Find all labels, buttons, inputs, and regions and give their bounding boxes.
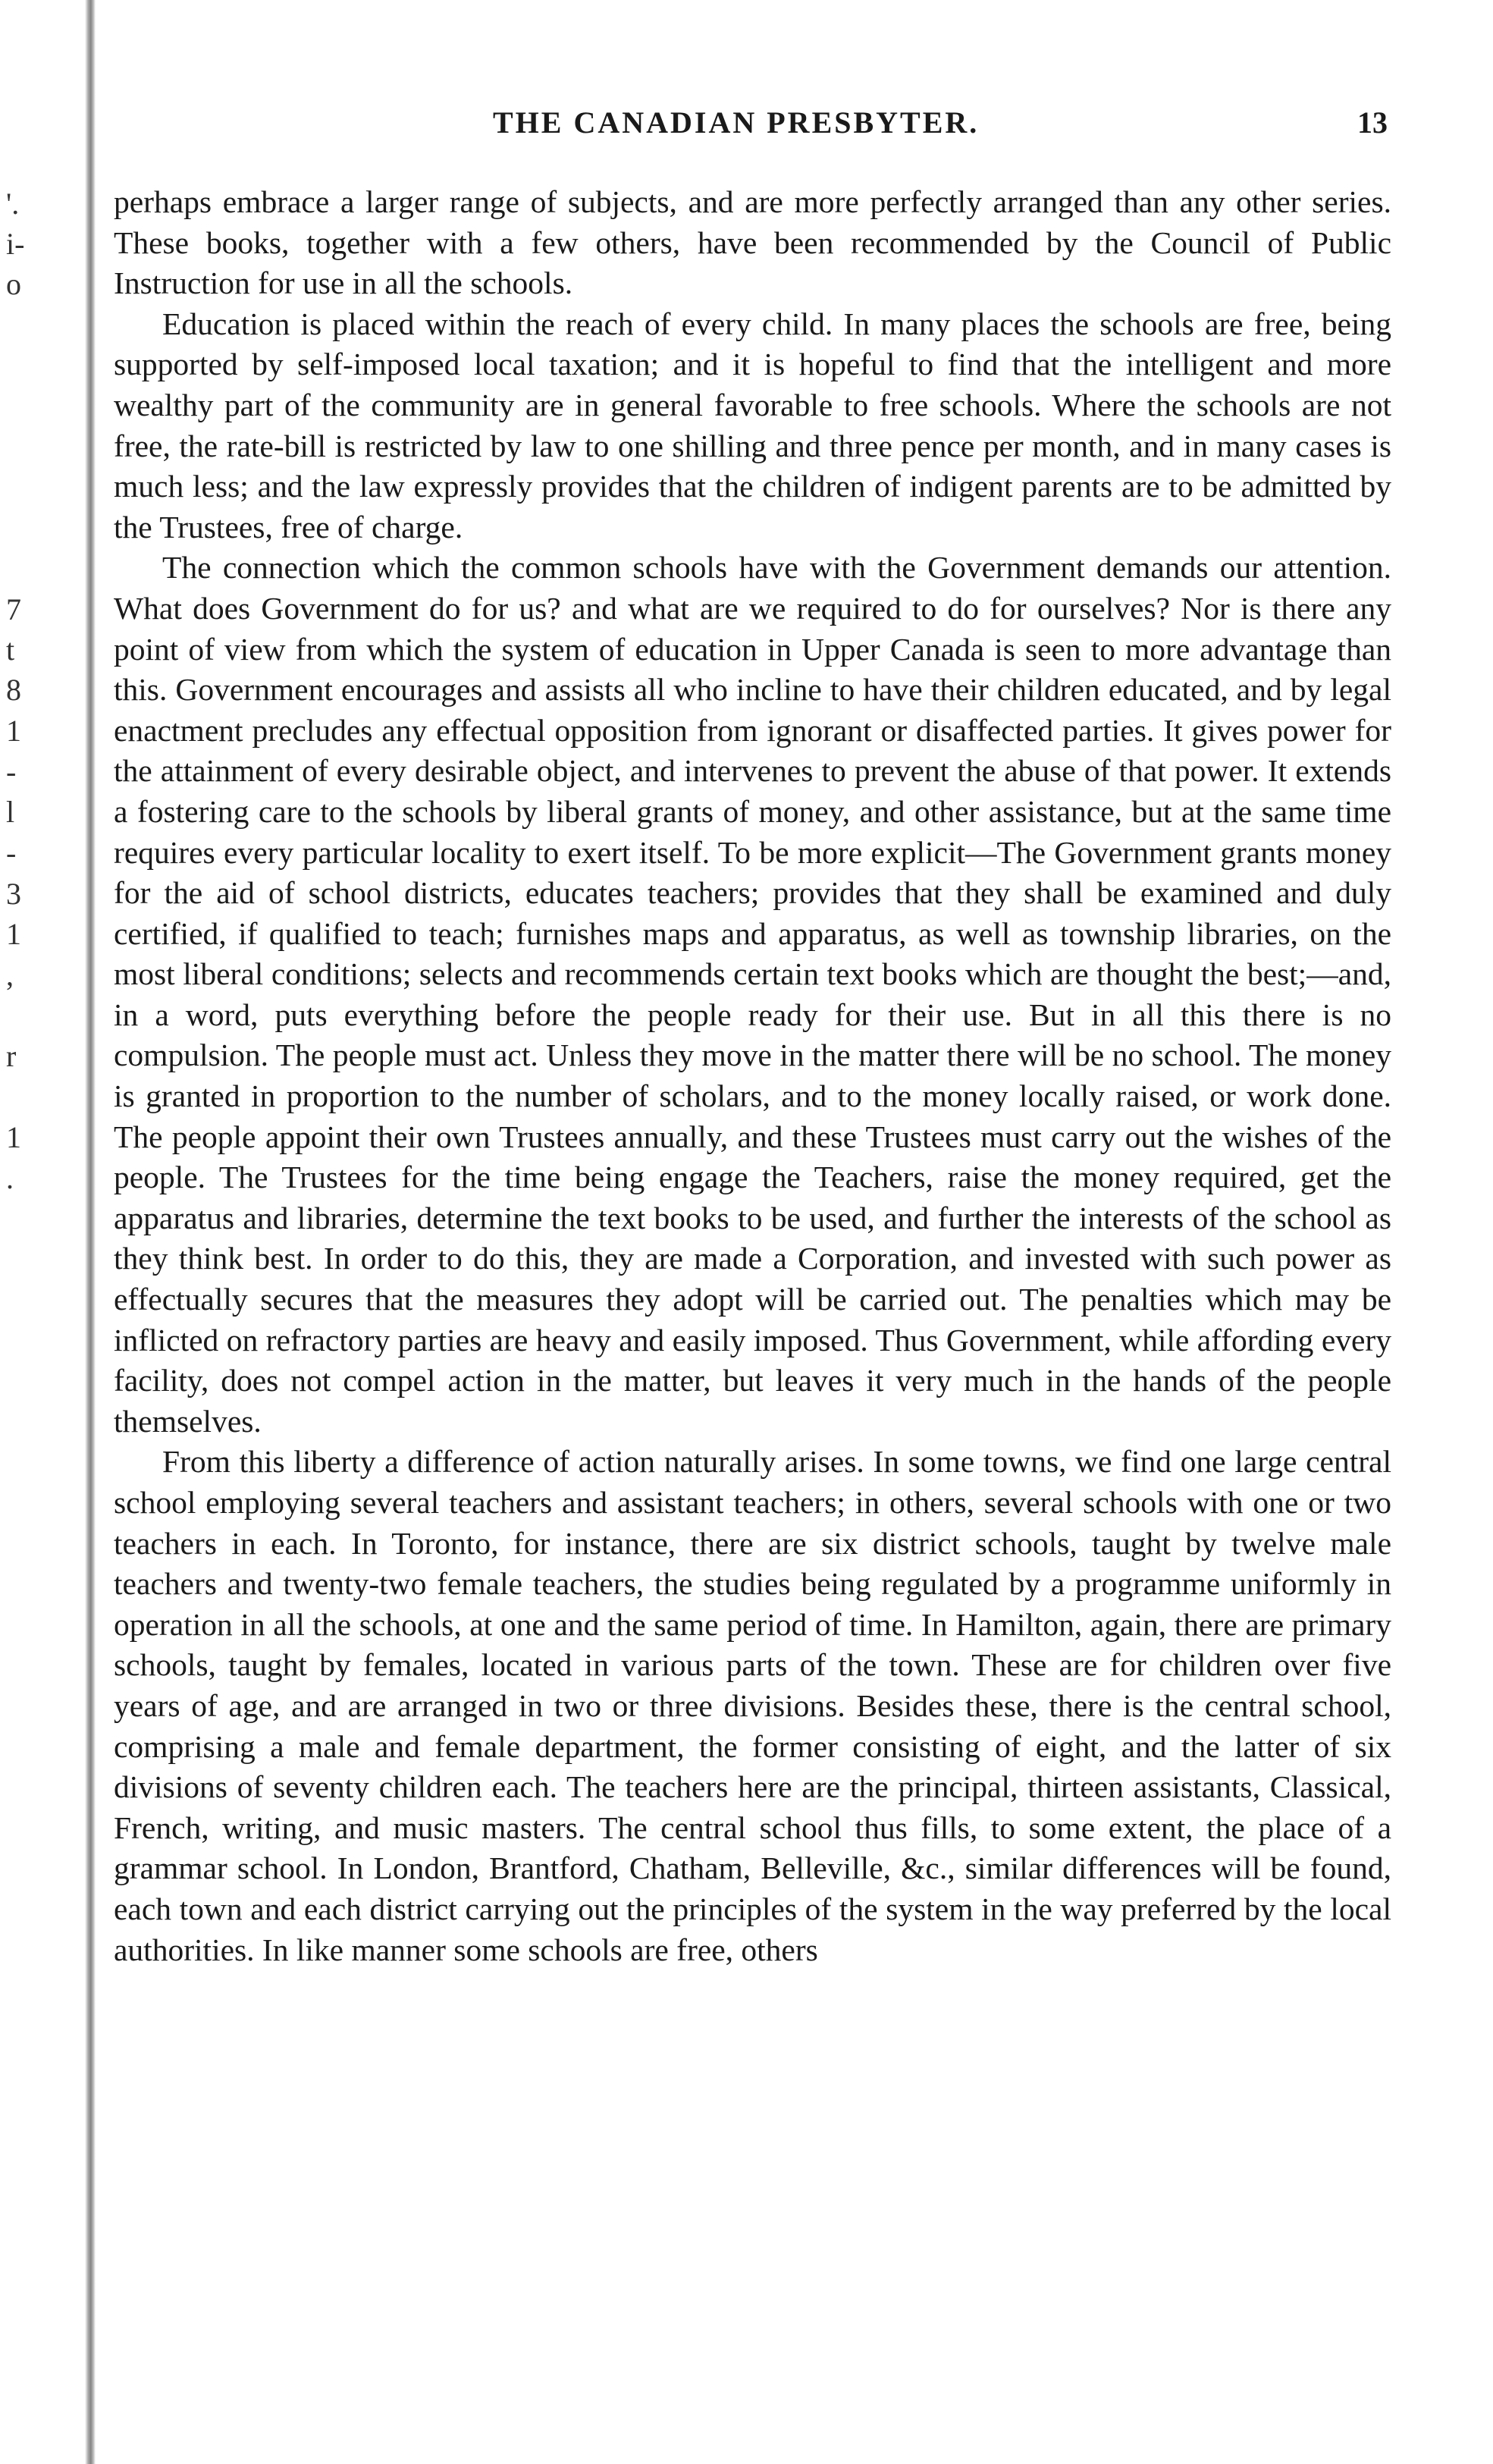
paragraph: The connection which the common schools have with the Government demands our attention. What does Government do for us? and what are we required to do for ourselves? Nor is there any point of view from which the system of education in Upper Canada is seen to more advantage than this. Government encourages and assists all who incline to have their children educated, and by legal enactment precludes any effectual opposition from ignorant or disaffected parties. It gives power for the attainment of every desirable object, and intervenes to prevent the abuse of that power. It extends a fostering care to the schools by liberal grants of money, and other assistance, but at the same time requires every particular locality to exert itself. To be more explicit—The Government grants money for the aid of school districts, educates teachers; provides that they shall be examined and duly certified, if qualified to teach; furnishes maps and apparatus, as well as township libraries, on the most liberal conditions; selects and recommends certain text books which are thought the best;—and, in a word, puts everything before the people ready for their use. But in all this there is no compulsion. The people must act. Unless they move in the matter there will be no school. The money is granted in proportion to the number of scholars, and to the money locally raised, or work done. The people appoint their own Trustees annually, and these Trustees must carry out the wishes of the people. The Trustees for the time being engage the Teachers, raise the money required, get the apparatus and libraries, determine the text books to be used, and further the interests of the school as they think best. In order to do this, they are made a Corporation, and invested with such power as effectually secures that the measures they adopt will be carried out. The penalties which may be inflicted on refractory parties are heavy and easily imposed. Thus Government, while affording every facility, does not compel action in the matter, but leaves it very much in the hands of the people themselves. bbox=[114, 550, 1391, 1439]
margin-mark: r bbox=[6, 1039, 17, 1073]
margin-mark: . bbox=[6, 1161, 14, 1195]
margin-mark: 3 bbox=[6, 877, 21, 911]
paragraph: Education is placed within the reach of every child. In many places the schools are free, being supported by self-imposed local taxation; and it is hopeful to find that the intelligent and more wealthy part of the community are in general favorable to free schools. Where the schools are not free, the rate-bill is restricted by law to one shilling and three pence per month, and in many cases is much less; and the law expressly provides that the children of indigent parents are to be admitted by the Trustees, free of charge. bbox=[114, 306, 1391, 545]
margin-mark: o bbox=[6, 267, 21, 301]
margin-mark: i- bbox=[6, 227, 25, 261]
margin-mark: - bbox=[6, 836, 17, 870]
margin-mark: t bbox=[6, 632, 15, 667]
margin-mark: 1 bbox=[6, 1120, 21, 1154]
margin-mark: - bbox=[6, 755, 17, 789]
paragraph: From this liberty a difference of action naturally arises. In some towns, we find one large central school employing several teachers and assistant teachers; in others, several schools with one or two teachers in each. In Toronto, for instance, there are six district schools, taught by twelve male teachers and twenty-two female teachers, the studies being regulated by a programme uniformly in operation in all the schools, at one and the same period of time. In Hamilton, again, there are primary schools, taught by females, located in various parts of the town. These are for children over five years of age, and are arranged in two or three divisions. Besides these, there is the central school, comprising a male and female department, the former consisting of eight, and the latter of six divisions of seventy children each. The teachers here are the principal, thirteen assistants, Classical, French, writing, and music masters. The central school thus fills, to some extent, the place of a grammar school. In London, Brantford, Chatham, Belleville, &c., similar differences will be found, each town and each district carrying out the principles of the system in the way preferred by the local authorities. In like manner some schools are free, others bbox=[114, 1444, 1391, 1967]
running-head bbox=[114, 105, 1388, 150]
margin-mark: '. bbox=[6, 187, 20, 221]
margin-mark: , bbox=[6, 958, 14, 992]
page-body bbox=[114, 182, 1391, 1970]
margin-mark: 7 bbox=[6, 592, 21, 626]
left-margin bbox=[0, 0, 114, 2464]
binding-shadow bbox=[85, 0, 96, 2464]
running-title: THE CANADIAN PRESBYTER. bbox=[493, 105, 980, 140]
margin-mark: 1 bbox=[6, 714, 21, 748]
margin-mark: 8 bbox=[6, 673, 21, 707]
paragraph: perhaps embrace a larger range of subjects, and are more perfectly arranged than any other series. These books, together with a few others, have been recommended by the Council of Public Instruction for use in all the schools. bbox=[114, 184, 1391, 301]
margin-mark: 1 bbox=[6, 917, 21, 951]
margin-mark: l bbox=[6, 795, 15, 829]
page-number: 13 bbox=[1357, 105, 1388, 140]
